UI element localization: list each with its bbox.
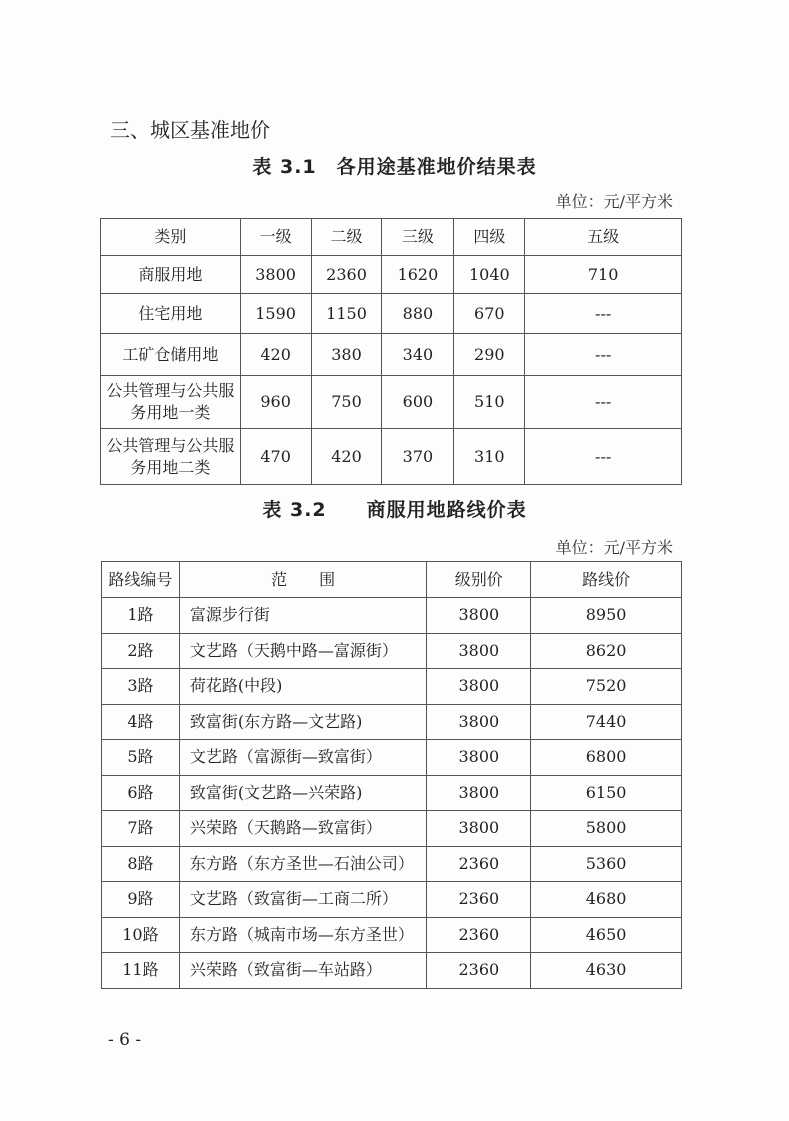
- table-cell: 2360: [311, 256, 382, 294]
- table-cell: ---: [525, 376, 682, 429]
- table-cell: ---: [525, 294, 682, 334]
- table1-unit: 单位：元/平方米: [555, 192, 673, 211]
- table-cell: 510: [454, 376, 525, 429]
- table-cell: 2360: [427, 953, 531, 989]
- table-cell: 9路: [102, 882, 180, 918]
- table-cell: 3800: [427, 811, 531, 847]
- table-cell: 4680: [531, 882, 682, 918]
- table-cell: 1620: [382, 256, 454, 294]
- table-cell: 商服用地: [101, 256, 241, 294]
- table2-title: 表 3.2 商服用地路线价表: [262, 499, 527, 521]
- column-header: 三级: [382, 219, 454, 256]
- route-price-table: [101, 561, 682, 989]
- table-cell: 370: [382, 429, 454, 485]
- table-cell: 4路: [102, 704, 180, 740]
- section-heading: 三、城区基准地价: [110, 118, 270, 142]
- table-cell: 2360: [427, 917, 531, 953]
- table-cell: 文艺路（富源街—致富街）: [179, 740, 427, 776]
- column-header: 二级: [311, 219, 382, 256]
- table-cell: 420: [240, 334, 311, 376]
- table-row: [102, 740, 682, 776]
- table-cell: 4650: [531, 917, 682, 953]
- table-cell: 380: [311, 334, 382, 376]
- table-cell: 文艺路（致富街—工商二所）: [179, 882, 427, 918]
- table-cell: 3800: [427, 775, 531, 811]
- table-cell: 3800: [427, 740, 531, 776]
- table2-unit: 单位：元/平方米: [555, 538, 673, 557]
- table-cell: 11路: [102, 953, 180, 989]
- table-cell: 5路: [102, 740, 180, 776]
- table-row: [102, 633, 682, 669]
- table-cell: 8620: [531, 633, 682, 669]
- table-cell: 1590: [240, 294, 311, 334]
- table-cell: 致富街(文艺路—兴荣路): [179, 775, 427, 811]
- table-cell: 东方路（东方圣世—石油公司）: [179, 846, 427, 882]
- page-number: - 6 -: [108, 1030, 142, 1050]
- table-cell: 310: [454, 429, 525, 485]
- table-row: [102, 704, 682, 740]
- table-row: [101, 429, 682, 485]
- table-cell: 东方路（城南市场—东方圣世）: [179, 917, 427, 953]
- table-cell: 8路: [102, 846, 180, 882]
- column-header: 范 围: [179, 562, 427, 598]
- table-row: [101, 376, 682, 429]
- table-cell: 兴荣路（致富街—车站路）: [179, 953, 427, 989]
- table-header-row: [101, 219, 682, 256]
- table-row: [102, 882, 682, 918]
- base-price-table: [100, 218, 682, 485]
- table-cell: 工矿仓储用地: [101, 334, 241, 376]
- table-cell: 4630: [531, 953, 682, 989]
- table-row: [102, 846, 682, 882]
- table-cell: ---: [525, 334, 682, 376]
- table-cell: 5360: [531, 846, 682, 882]
- table-cell: 1150: [311, 294, 382, 334]
- table-cell: 住宅用地: [101, 294, 241, 334]
- table-cell: 470: [240, 429, 311, 485]
- table-cell: 750: [311, 376, 382, 429]
- table-cell: 公共管理与公共服务用地二类: [101, 429, 241, 485]
- table-cell: 3800: [240, 256, 311, 294]
- column-header: 级别价: [427, 562, 531, 598]
- table-cell: 6150: [531, 775, 682, 811]
- table-row: [102, 917, 682, 953]
- table-row: [102, 775, 682, 811]
- table-row: [102, 953, 682, 989]
- table-cell: 7520: [531, 669, 682, 705]
- table-row: [102, 669, 682, 705]
- table1-title: 表 3.1 各用途基准地价结果表: [252, 156, 537, 178]
- table-cell: 富源步行街: [179, 598, 427, 634]
- table-cell: 3800: [427, 633, 531, 669]
- table-cell: 2路: [102, 633, 180, 669]
- column-header: 四级: [454, 219, 525, 256]
- table-cell: 10路: [102, 917, 180, 953]
- column-header: 类别: [101, 219, 241, 256]
- table-cell: 1040: [454, 256, 525, 294]
- table-cell: 7440: [531, 704, 682, 740]
- table-cell: 3800: [427, 598, 531, 634]
- column-header: 五级: [525, 219, 682, 256]
- table-cell: 7路: [102, 811, 180, 847]
- column-header: 一级: [240, 219, 311, 256]
- table-cell: 340: [382, 334, 454, 376]
- table-cell: 8950: [531, 598, 682, 634]
- table-cell: 960: [240, 376, 311, 429]
- column-header: 路线价: [531, 562, 682, 598]
- table-cell: 5800: [531, 811, 682, 847]
- table-cell: 3800: [427, 669, 531, 705]
- table-cell: 2360: [427, 846, 531, 882]
- table-cell: 290: [454, 334, 525, 376]
- table-row: [101, 294, 682, 334]
- column-header: 路线编号: [102, 562, 180, 598]
- table-cell: 880: [382, 294, 454, 334]
- table-cell: ---: [525, 429, 682, 485]
- table-cell: 6路: [102, 775, 180, 811]
- table-header-row: [102, 562, 682, 598]
- table-cell: 致富街(东方路—文艺路): [179, 704, 427, 740]
- table-cell: 3800: [427, 704, 531, 740]
- table-row: [102, 811, 682, 847]
- table-cell: 文艺路（天鹅中路—富源街）: [179, 633, 427, 669]
- table-row: [101, 334, 682, 376]
- table-cell: 1路: [102, 598, 180, 634]
- table-cell: 2360: [427, 882, 531, 918]
- table-cell: 710: [525, 256, 682, 294]
- table-cell: 420: [311, 429, 382, 485]
- table-cell: 670: [454, 294, 525, 334]
- table-cell: 6800: [531, 740, 682, 776]
- table-cell: 兴荣路（天鹅路—致富街）: [179, 811, 427, 847]
- table-cell: 600: [382, 376, 454, 429]
- table-row: [101, 256, 682, 294]
- table-cell: 荷花路(中段): [179, 669, 427, 705]
- table-cell: 公共管理与公共服务用地一类: [101, 376, 241, 429]
- table-row: [102, 598, 682, 634]
- table-cell: 3路: [102, 669, 180, 705]
